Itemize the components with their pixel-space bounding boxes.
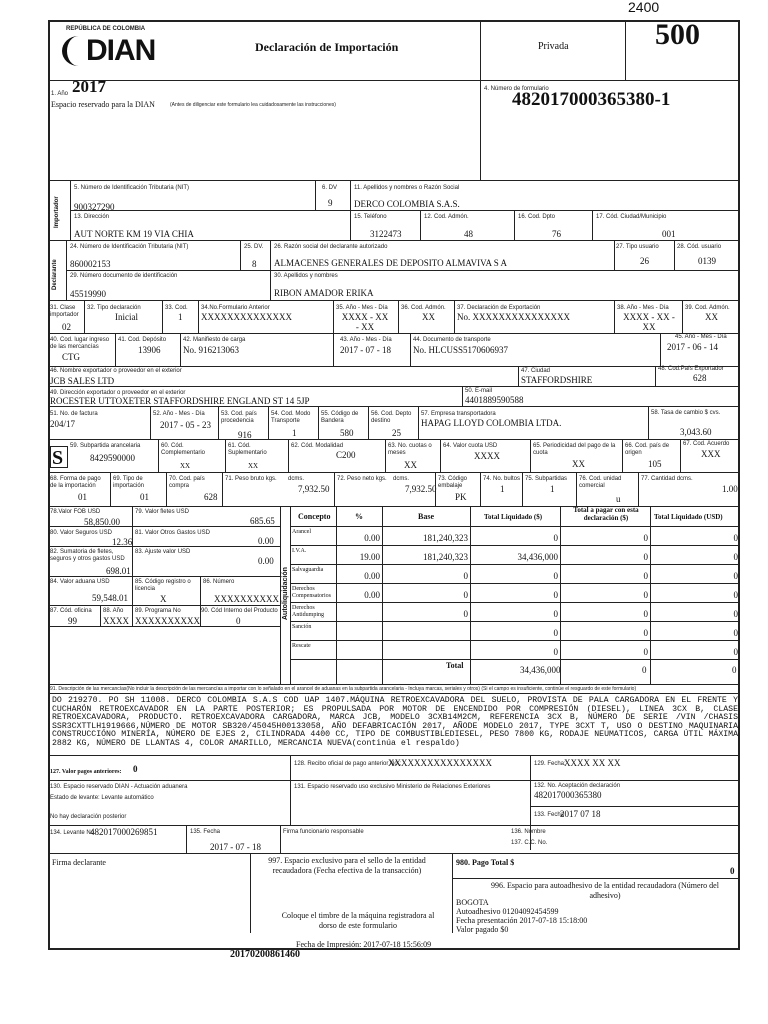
autoadhesivo: Autoadhesivo 01204092454599 — [456, 907, 559, 916]
modalidad-label: 62. Cód. Modalidad — [291, 443, 344, 449]
subpartidas-value: 1 — [550, 484, 555, 494]
dian-logo — [62, 34, 162, 76]
liq-total-cell: 34,436,000 — [517, 552, 558, 562]
pago-value: 0 — [730, 866, 735, 876]
importador-dpto: 76 — [552, 229, 561, 239]
col-total-usd: Total Liquidado (USD) — [654, 513, 723, 521]
fecha43-label: 43. Año - Mes - Día — [340, 337, 392, 343]
liq-total-label: Total — [446, 661, 464, 670]
fecha129-value: XXXX XX XX — [564, 758, 621, 768]
fob-value: 58,850.00 — [84, 517, 120, 527]
bogota: BOGOTA — [456, 898, 489, 907]
declarante-cod-label: 28. Cód. usuario — [677, 244, 722, 250]
col-base: Base — [418, 512, 434, 521]
seguros-label: 80. Valor Seguros USD — [50, 530, 112, 536]
liq-total-cell: 0 — [553, 647, 558, 657]
fecha52-value: 2017 - 05 - 23 — [160, 420, 211, 430]
fecha35-label: 35. Año - Mes - Día — [336, 305, 388, 311]
aceptacion-value: 482017000365380 — [534, 790, 602, 800]
liq-row-divider — [290, 640, 740, 641]
importador-name: DERCO COLOMBIA S.A.S. — [354, 199, 460, 209]
form-code: 500 — [655, 18, 700, 51]
programa-value: XXXXXXXXXX — [135, 616, 200, 626]
liq-usd-cell: 0 — [733, 533, 738, 543]
fecha-impresion: Fecha de Impresión: 2017-07-18 15:56:09 — [296, 940, 432, 949]
year-label: 1. Año — [51, 91, 69, 97]
sub-value: 8429590000 — [90, 453, 135, 463]
recibo-label: 128. Recibo oficial de pago anterior No.: — [294, 761, 402, 767]
transportadora-value: HAPAG LLOYD COLOMBIA LTDA. — [421, 418, 562, 428]
otros-label: 81. Valor Otros Gastos USD — [135, 530, 210, 536]
importador-address-label: 13. Dirección — [74, 214, 110, 220]
liq-concepto-cell: Salvaguardia — [292, 567, 324, 573]
exp-ciudad: STAFFORDSHIRE — [521, 375, 593, 385]
neto-value: 7,932.50 — [405, 484, 437, 494]
modo-label: 54. Cod. Modo Transporte — [271, 411, 311, 424]
clase-label: 31. Clase importador — [50, 305, 79, 318]
liq-pagar-cell: 0 — [643, 647, 648, 657]
importador-phone: 3122473 — [370, 229, 402, 239]
liq-total-cell: 0 — [553, 533, 558, 543]
liq-row-divider — [290, 659, 740, 660]
bruto-label: 71. Peso bruto kgs. — [225, 476, 277, 482]
liq-total-cell: 0 — [553, 628, 558, 638]
liq-concepto-cell: I.V.A. — [292, 548, 307, 554]
firma-declarante: Firma declarante — [52, 858, 106, 867]
cantidad-label: 77. Cantidad dcms. — [641, 476, 693, 482]
supl-label: 61. Cód. Suplementario — [228, 443, 267, 456]
liq-usd-cell: 0 — [733, 552, 738, 562]
liq-base-cell: 0 — [463, 590, 468, 600]
barcode-number: 20170200861460 — [230, 949, 300, 960]
otros-value: 0.00 — [258, 536, 274, 546]
exp-pais-label: 48. Cod.País Exportador — [658, 366, 724, 372]
valor-cuota-label: 64. Valor cuota USD — [443, 443, 498, 449]
declarante-doc-label: 29. Número documento de identificación — [70, 273, 178, 279]
export-label: 37. Declaración de Exportación — [457, 305, 541, 311]
cod33-value: 1 — [178, 312, 183, 322]
liq-usd-cell: 0 — [733, 609, 738, 619]
autoliquidacion-section: Autoliquidación — [282, 567, 289, 620]
importador-city: 001 — [662, 229, 676, 239]
supl-value: XX — [248, 462, 259, 470]
cantidad-value: 1.00 — [722, 484, 738, 494]
fecha135-label: 135. Fecha — [190, 829, 221, 835]
fecha52-label: 52. Año - Mes - Día — [153, 411, 205, 417]
liq-base-cell: 0 — [463, 609, 468, 619]
comp-value: XX — [180, 462, 191, 470]
importador-dv-label: 6. DV — [322, 185, 338, 191]
fob-label: 78.Valor FOB USD — [50, 509, 101, 515]
unidad-value: u — [616, 494, 621, 504]
liq-concepto-cell: Rescate — [292, 643, 311, 649]
fecha45-value: 2017 - 06 - 14 — [667, 342, 718, 352]
liq-row-divider — [290, 564, 740, 565]
interno-value: 0 — [236, 616, 241, 626]
liq-usd-cell: 0 — [733, 647, 738, 657]
lugar-label: 40. Cod. lugar ingreso de las mercancías — [50, 337, 110, 350]
form-number-label: 4. Número de formulario — [484, 86, 549, 92]
liq-pagar-cell: 0 — [643, 590, 648, 600]
importador-address: AUT NORTE KM 19 VIA CHIA — [74, 229, 194, 239]
exp-email-label: 50. E-mail — [465, 388, 493, 394]
liq-pagar-cell: 0 — [643, 571, 648, 581]
importador-name-label: 11. Apellidos y nombres o Razón Social — [354, 185, 460, 191]
liq-pagar-cell: 0 — [643, 552, 648, 562]
manifiesto-value: No. 916213063 — [183, 345, 239, 355]
liq-total-usd: 0 — [732, 665, 737, 675]
descripcion-text: DO 219270. PO SH 11008. DERCO COLOMBIA S.A.S COD UAP 1407.MÁQUINA RETROEXCAVADORA DEL SUELO, PROVISTA DE PALA CARGADORA EN EL FRENTE Y CUCHARÓN RETROEXCAVADOR EN LA PARTE POSTERIOR; ES PROPULSADA POR MOTOR DE ENCENDIDO POR COMPRESIÓN (DIESEL), LINEA 3CX B, CLASE RETROEXCAVADORA, PRODUCTO. RETROEXCAVADORA CARGADORA, MARCA JCB, MODELO 3CXB14M2CM, REFERENCIA 3CX B, NÚMERO DE SERIE /VIN /CHASIS SSR3CXTTLH1919666,NÚMERO DE MOTOR SB320/45045H00133058, AÑO DEFABRICACIÓN 2017, AÑODE MODELO 2017, TYPE 3CXT T, USO O DESTINO MAQUINARIA CONSTRUCCIÓNO MINERÍA, NÚMERO DE EJES 2, CILINDRADA 4400 CC, TIPO DE COMBUSTIBLEDIESEL, PESO 7800 KG, RODAJE NEUMATICOS, CARGA ÚTIL MÁXIMA 2882 KG, NÚMERO DE LLANTAS 4, COLOR AMARILLO, MERCANCIA NUEVA(continúa el respaldo) — [52, 696, 738, 748]
tipo-decl-value: Inicial — [115, 312, 138, 322]
form-ant-label: 34.No.Formulario Anterior — [201, 305, 270, 311]
lugar-value: CTG — [62, 352, 80, 362]
fecha135-value: 2017 - 07 - 18 — [210, 842, 261, 852]
res130-label: 130. Espacio reservado DIAN - Actuación aduanera — [50, 784, 188, 790]
declarante-section: Declarante — [52, 259, 58, 290]
declarante-tipo: 26 — [640, 256, 649, 266]
liq-total-cell: 0 — [553, 571, 558, 581]
liq-pct-cell: 19.00 — [359, 552, 380, 562]
declarante-nit: 860002153 — [70, 259, 111, 269]
factura-label: 51. No. de factura — [50, 411, 98, 417]
exp-dir: ROCESTER UTTOXETER STAFFORDSHIRE ENGLAND ST 14 5JP — [50, 396, 310, 406]
destino-value: 25 — [392, 428, 401, 438]
fecha38-value: XXXX - XX - XX — [623, 312, 675, 332]
declarante-dv-label: 25. DV. — [244, 244, 264, 250]
admon36-label: 36. Cod. Admón. — [401, 305, 446, 311]
subpartidas-label: 75. Subpartidas — [525, 476, 568, 482]
pais-compra-label: 70. Cod. país compra — [169, 476, 205, 489]
acuerdo-value: XXX — [701, 449, 721, 459]
auto-996: 996. Espacio para autoadhesivo de la entidad recaudadora (Número del adhesivo) — [491, 881, 719, 900]
sub-label: 59. Subpartida arancelaria — [70, 443, 141, 449]
exp-name: JCB SALES LTD — [50, 376, 115, 386]
exp-ciudad-label: 47. Ciudad — [521, 368, 551, 374]
exp-name-label: 46. Nombre exportador o proveedor en el exterior — [50, 368, 182, 374]
reserved-note: (Antes de diligenciar este formulario lea cuidadosamente las instrucciones) — [170, 102, 336, 108]
valor-pagado: Valor pagado $0 — [456, 925, 509, 934]
fecha38-label: 38. Año - Mes - Día — [617, 305, 669, 311]
fecha35-value: XXXX - XX - XX — [341, 312, 389, 332]
bultos-value: 1 — [500, 484, 505, 494]
aduana-label: 84. Valor aduana USD — [50, 579, 110, 585]
sello-note: Coloque el timbre de la máquina registradora al dorso de este formulario — [281, 911, 435, 930]
declarante-apellidos-label: 30. Apellidos y nombres — [274, 273, 338, 279]
pais53-label: 53. Cod. país procedencia — [221, 411, 257, 424]
cc-label: 137. C.C. No. — [511, 840, 548, 846]
acuerdo-label: 67. Cod. Acuerdo — [683, 441, 730, 447]
importador-section: Importador — [54, 196, 60, 228]
fecha43-value: 2017 - 07 - 18 — [340, 345, 391, 355]
col-pct: % — [355, 512, 363, 521]
transporte-label: 44. Documento de transporte — [413, 337, 491, 343]
embalaje-value: PK — [455, 492, 467, 502]
pais53-value: 916 — [238, 430, 252, 440]
tipo-decl-label: 32. Tipo declaración — [87, 305, 141, 311]
transportadora-label: 57. Empresa transportadora — [421, 411, 496, 417]
dian-logo-text: DIAN — [86, 34, 156, 67]
liq-pct-cell: 0.00 — [364, 590, 380, 600]
anio-value: XXXX — [103, 616, 129, 626]
programa-label: 89. Programa No — [135, 608, 181, 614]
manifiesto-label: 42. Manifiesto de carga — [183, 337, 246, 343]
declarante-tipo-label: 27. Tipo usuario — [616, 244, 659, 250]
liq-row-divider — [290, 602, 740, 603]
form-title: Declaración de Importación — [255, 40, 399, 54]
registro-label: 85. Código registro o licencia — [135, 579, 191, 592]
admon39-value: XX — [705, 312, 718, 322]
fecha133-value: 2017 07 18 — [560, 809, 601, 819]
forma-pago-value: 01 — [78, 492, 87, 502]
declarante-dv: 8 — [252, 259, 257, 269]
sumatoria-label: 82. Sumatoria de fletes, seguros y otros gastos USD — [50, 549, 125, 562]
registro-value: X — [160, 594, 167, 604]
neto-dcms-label: dcms. — [393, 476, 410, 482]
liq-usd-cell: 0 — [733, 628, 738, 638]
forma-pago-label: 68. Forma de pago de la importación — [50, 476, 101, 489]
liq-base-cell: 181,240,323 — [423, 552, 468, 562]
liq-total-pagar: 0 — [642, 665, 647, 675]
tipo-imp-label: 69. Tipo de importación — [113, 476, 145, 489]
export-value: No. XXXXXXXXXXXXXXX — [457, 312, 570, 322]
destino-label: 56. Cod. Depto destino — [371, 411, 412, 424]
liq-usd-cell: 0 — [733, 571, 738, 581]
form-ant-value: XXXXXXXXXXXXXX — [201, 312, 292, 322]
valor-cuota-value: XXXX — [474, 451, 500, 461]
fletes-value: 685.65 — [250, 516, 275, 526]
exp-email: 4401889590588 — [465, 395, 524, 405]
admon39-label: 39. Cod. Admón. — [685, 305, 730, 311]
funcionario-label: Firma funcionario responsable — [283, 829, 364, 835]
periodicidad-value: XX — [572, 459, 585, 469]
liq-total-cell: 0 — [553, 609, 558, 619]
liq-concepto-cell: Derechos Antidumping — [292, 605, 325, 618]
exp-pais: 628 — [693, 373, 707, 383]
liq-pct-cell: 0.00 — [364, 571, 380, 581]
pais-compra-value: 628 — [204, 492, 218, 502]
pago-label: 980. Pago Total $ — [456, 858, 515, 867]
declarante-cod: 0139 — [698, 256, 716, 266]
liq-concepto-cell: Sanción — [292, 624, 312, 630]
bruto-dcms-label: dcms. — [288, 476, 305, 482]
reserved-label: Espacio reservado para la DIAN — [51, 100, 155, 109]
tasa-label: 58. Tasa de cambio $ cvs. — [651, 410, 721, 416]
privada-label: Privada — [538, 41, 569, 52]
fecha45-label: 45. Año - Mes - Día — [675, 334, 727, 340]
descripcion-label: 91. Descripción de las mercancías(No incluir la descripción de las mercancías a importar con lo señalado en el arancel de aduanas en la subpartida arancelaria - Incluya marcas, seriales y otros) (Si el campo es insuficiente, continúe el resguardo de este formulario) — [50, 686, 637, 692]
form-number-value: 482017000365380-1 — [512, 89, 671, 110]
republica-label: REPÚBLICA DE COLOMBIA — [66, 26, 146, 32]
sumatoria-value: 698.01 — [106, 566, 131, 576]
origen-value: 105 — [648, 459, 662, 469]
tasa-value: 3,043.60 — [680, 427, 712, 437]
anteriores-value: 0 — [133, 764, 138, 774]
res130-b: No hay declaración posterior — [50, 814, 127, 820]
deposito-label: 41. Cod. Depósito — [118, 337, 167, 343]
liq-concepto-cell: Arancel — [292, 529, 311, 535]
bandera-value: 580 — [340, 428, 354, 438]
importador-admin: 48 — [464, 229, 473, 239]
cuotas-value: XX — [404, 460, 417, 470]
res131-label: 131. Espacio reservado uso exclusivo Ministerio de Relaciones Exteriores — [294, 784, 491, 790]
recibo-value: XXXXXXXXXXXXXXXX — [388, 758, 492, 768]
liq-pagar-cell: 0 — [643, 533, 648, 543]
liq-base-cell: 0 — [463, 571, 468, 581]
oficina-label: 87. Cód. oficina — [50, 608, 92, 614]
clase-value: 02 — [62, 322, 71, 332]
liq-row-divider — [290, 621, 740, 622]
neto-label: 72. Peso neto kgs. — [337, 476, 387, 482]
numero-value: XXXXXXXXXX — [214, 594, 279, 604]
ajuste-value: 0.00 — [258, 556, 274, 566]
seguros-value: 12.36 — [112, 537, 133, 547]
year-value: 2017 — [72, 77, 106, 96]
sello-997: 997. Espacio exclusivo para el sello de la entidad recaudadora (Fecha efectiva de la transacción) — [268, 856, 426, 875]
declarante-name-label: 26. Razón social del declarante autorizado — [274, 244, 388, 250]
fecha133-label: 133. Fecha — [534, 812, 565, 818]
res130-a: Estado de levante: Levante automático — [50, 795, 154, 801]
importador-phone-label: 15. Teléfono — [354, 214, 387, 220]
transporte-value: No. HLCUSS5170606937 — [413, 345, 509, 355]
deposito-value: 13906 — [138, 345, 161, 355]
interno-label: 90. Cód Interno del Producto — [201, 608, 278, 614]
cod33-label: 33. Cod. — [165, 305, 188, 311]
importador-nit-label: 5. Número de Identificación Tributaria (NIT) — [74, 185, 190, 191]
periodicidad-label: 65. Periodicidad del pago de la cuota — [533, 443, 616, 456]
liq-pagar-cell: 0 — [643, 628, 648, 638]
liq-usd-cell: 0 — [733, 590, 738, 600]
ajuste-label: 83. Ajuste valor USD — [135, 549, 191, 555]
bandera-label: 55. Código de Bandera — [321, 411, 359, 424]
fecha129-label: 129. Fecha: — [534, 761, 566, 767]
importador-dv: 9 — [328, 198, 333, 208]
importador-admin-label: 12. Cod. Admón. — [424, 214, 469, 220]
aduana-value: 59,548.01 — [92, 593, 128, 603]
factura-value: 204/17 — [50, 419, 76, 429]
aceptacion-label: 132. No. Aceptación declaración — [534, 783, 621, 789]
col-total: Total Liquidado ($) — [484, 513, 543, 521]
anio-label: 88. Año — [103, 608, 124, 614]
liq-base-cell: 181,240,323 — [423, 533, 468, 543]
levante-label: 134. Levante No. — [50, 830, 96, 836]
modalidad-value: C200 — [336, 450, 356, 460]
declarante-doc: 45519990 — [70, 289, 106, 299]
liq-total-cell: 0 — [553, 590, 558, 600]
tipo-imp-value: 01 — [140, 492, 149, 502]
unidad-label: 76. Cod. unidad comercial — [579, 476, 622, 489]
liq-pct-cell: 0.00 — [364, 533, 380, 543]
origen-label: 66. Cod. país de origen — [625, 443, 670, 456]
oficina-value: 99 — [68, 616, 77, 626]
liq-total-value: 34,436,000 — [520, 665, 561, 675]
cuotas-label: 63. No. cuotas o meses — [388, 443, 432, 456]
fletes-label: 79. Valor fletes USD — [135, 509, 189, 515]
levante-value: 482017000269851 — [90, 827, 158, 837]
admon36-value: XX — [422, 312, 435, 322]
importador-city-label: 17. Cód. Ciudad/Municipio — [596, 214, 667, 220]
anteriores-label: 127. Valor pagos anteriores: — [50, 769, 122, 775]
liq-pagar-cell: 0 — [643, 609, 648, 619]
nombre-label: 136. Nombre — [511, 829, 546, 835]
col-concepto: Concepto — [298, 512, 331, 521]
numero-label: 86. Número — [203, 579, 235, 585]
bruto-value: 7,932.50 — [298, 484, 330, 494]
col-pagar: Total a pagar con esta declaración ($) — [573, 506, 639, 522]
s-box: S — [52, 447, 64, 469]
exp-dir-label: 49. Dirección exportador o proveedor en el exterior — [50, 390, 186, 396]
declarante-apellidos: RIBON AMADOR ERIKA — [274, 288, 374, 298]
importador-nit: 900327290 — [74, 202, 115, 212]
liq-row-divider — [290, 545, 740, 546]
fecha-presentacion: Fecha presentación 2017-07-18 15:18:00 — [456, 916, 588, 925]
liq-concepto-cell: Derechos Compensatorios — [292, 586, 331, 599]
declarante-name: ALMACENES GENERALES DE DEPOSITO ALMAVIVA S A — [274, 258, 508, 268]
embalaje-label: 73. Código embalaje — [438, 476, 468, 489]
declarante-nit-label: 24. Número de Identificación Tributaria (NIT) — [70, 244, 189, 250]
bultos-label: 74. No. bultos — [483, 476, 521, 482]
comp-label: 60. Cód. Complementario — [161, 443, 206, 456]
stamp-number: 2400 — [628, 0, 660, 15]
modo-value: 1 — [292, 428, 297, 438]
importador-dpto-label: 16. Cod. Dpto — [518, 214, 556, 220]
liq-row-divider — [290, 583, 740, 584]
